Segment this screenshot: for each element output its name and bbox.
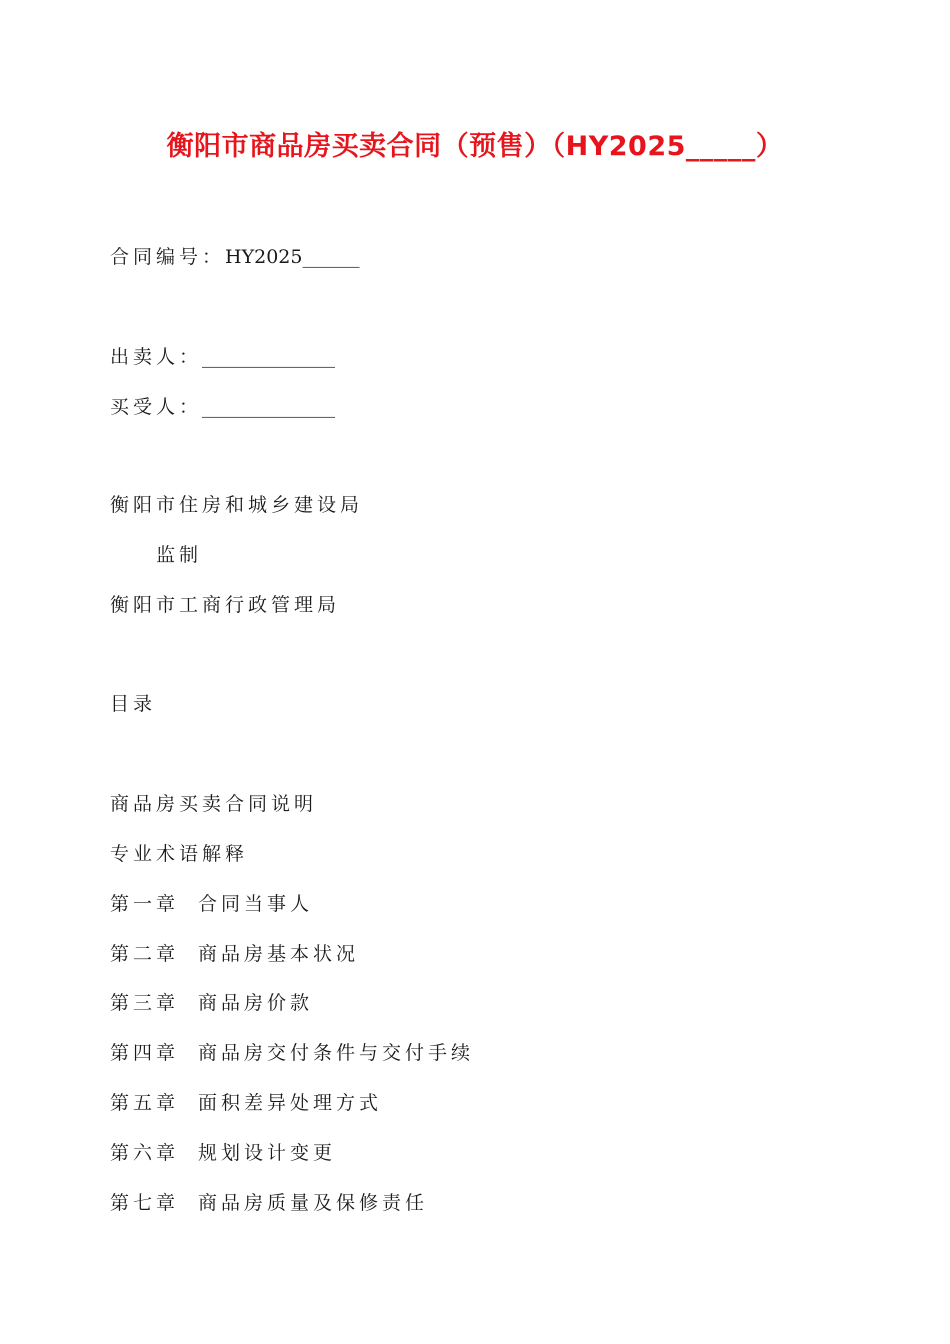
toc-item-terminology: 专业术语解释 <box>110 843 249 865</box>
chapter-number: 第四章 <box>110 1042 180 1064</box>
chapter-title: 规划设计变更 <box>198 1142 337 1164</box>
toc-chapter-6 <box>110 1141 336 1165</box>
buyer-blank: ______________ <box>202 396 336 418</box>
toc-heading: 目录 <box>110 693 157 715</box>
toc-item-contract-notes: 商品房买卖合同说明 <box>110 793 318 815</box>
contract-number-line <box>110 245 359 269</box>
chapter-number: 第五章 <box>110 1092 180 1114</box>
issuer-supervision: 监制 <box>156 544 203 566</box>
toc-chapter-3 <box>110 991 313 1015</box>
chapter-number: 第六章 <box>110 1142 180 1164</box>
contract-number-label: 合同编号： <box>110 246 226 268</box>
seller-label: 出卖人： <box>110 346 203 368</box>
chapter-title: 合同当事人 <box>198 893 314 915</box>
chapter-title: 商品房质量及保修责任 <box>198 1192 429 1214</box>
chapter-title: 商品房基本状况 <box>198 943 360 965</box>
page-title: 衡阳市商品房买卖合同（预售）（HY2025_____） <box>166 131 784 162</box>
chapter-number: 第二章 <box>110 943 180 965</box>
chapter-number: 第三章 <box>110 992 180 1014</box>
toc-chapter-1 <box>110 892 313 916</box>
seller-blank: ______________ <box>202 346 336 368</box>
chapter-title: 商品房价款 <box>198 992 314 1014</box>
toc-chapter-7 <box>110 1191 428 1215</box>
issuer-commerce-bureau: 衡阳市工商行政管理局 <box>110 594 341 616</box>
contract-number-value: HY2025______ <box>225 246 360 268</box>
buyer-label: 买受人： <box>110 396 203 418</box>
chapter-number: 第一章 <box>110 893 180 915</box>
issuer-housing-bureau: 衡阳市住房和城乡建设局 <box>110 494 364 516</box>
toc-chapter-5 <box>110 1091 382 1115</box>
seller-line <box>110 345 335 369</box>
toc-chapter-4 <box>110 1041 474 1065</box>
chapter-title: 商品房交付条件与交付手续 <box>198 1042 475 1064</box>
chapter-title: 面积差异处理方式 <box>198 1092 383 1114</box>
toc-chapter-2 <box>110 942 359 966</box>
buyer-line <box>110 395 335 419</box>
chapter-number: 第七章 <box>110 1192 180 1214</box>
